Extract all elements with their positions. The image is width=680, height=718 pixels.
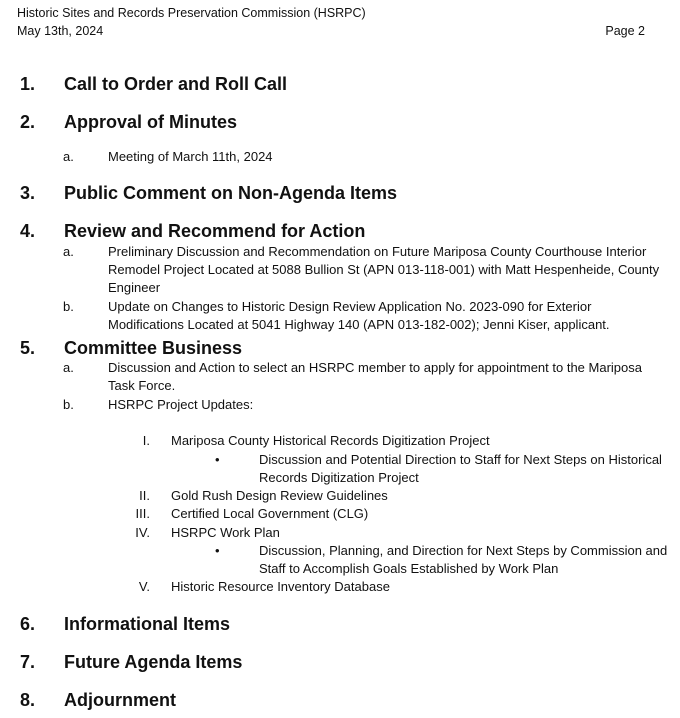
project-update-text: HSRPC Work Plan — [171, 525, 280, 540]
item-letter: b. — [63, 299, 74, 314]
section-title: Adjournment — [64, 690, 176, 710]
bullet-text: Discussion and Potential Direction to Staff for Next Steps on Historical Records Digitization Project — [259, 452, 662, 485]
roman-numeral: I. — [142, 433, 150, 448]
section-title: Future Agenda Items — [64, 652, 243, 672]
section-number: 8. — [20, 690, 36, 710]
item-text: Discussion and Action to select an HSRPC member to apply for appointment to the Mariposa Task Force. — [108, 360, 642, 393]
item-text: HSRPC Project Updates: — [108, 397, 254, 412]
item-text: Preliminary Discussion and Recommendation on Future Mariposa County Courthouse Interior Remodel Project Located at 5088 Bullion St (APN 013-118-001) with Matt Hespenheide, County Engineer — [108, 244, 660, 295]
project-update-text: Gold Rush Design Review Guidelines — [171, 488, 388, 503]
section-title: Call to Order and Roll Call — [64, 74, 288, 94]
project-update-text: Mariposa County Historical Records Digitization Project — [171, 433, 490, 448]
section-number: 4. — [20, 221, 36, 241]
item-text: Meeting of March 11th, 2024 — [108, 149, 273, 164]
section-title: Informational Items — [64, 614, 231, 634]
organization-name: Historic Sites and Records Preservation Commission (HSRPC) — [17, 6, 366, 20]
section-title: Committee Business — [64, 338, 243, 358]
section-number: 2. — [20, 112, 36, 132]
section-title: Public Comment on Non-Agenda Items — [64, 183, 398, 203]
section-title: Review and Recommend for Action — [64, 221, 366, 241]
item-letter: a. — [63, 360, 74, 375]
section-number: 1. — [20, 74, 36, 94]
section-title: Approval of Minutes — [64, 112, 238, 132]
roman-numeral: III. — [135, 506, 150, 521]
bullet-icon: • — [215, 543, 220, 558]
section-number: 7. — [20, 652, 36, 672]
meeting-date: May 13th, 2024 — [17, 24, 104, 38]
roman-numeral: IV. — [135, 525, 150, 540]
roman-numeral: V. — [138, 579, 150, 594]
bullet-text: Discussion, Planning, and Direction for Next Steps by Commission and Staff to Accomplish Goals Established by Work Plan — [259, 543, 668, 576]
item-letter: a. — [63, 149, 74, 164]
page-number: Page 2 — [605, 24, 645, 38]
roman-numeral: II. — [139, 488, 150, 503]
item-letter: b. — [63, 397, 74, 412]
item-letter: a. — [63, 244, 74, 259]
project-update-text: Historic Resource Inventory Database — [171, 579, 390, 594]
project-update-text: Certified Local Government (CLG) — [171, 506, 369, 521]
section-number: 3. — [20, 183, 36, 203]
section-number: 6. — [20, 614, 36, 634]
section-number: 5. — [20, 338, 36, 358]
item-text: Update on Changes to Historic Design Review Application No. 2023-090 for Exterior Modifications Located at 5041 Highway 140 (APN 013-182-002); Jenni Kiser, applicant. — [108, 299, 610, 332]
bullet-icon: • — [215, 452, 220, 467]
